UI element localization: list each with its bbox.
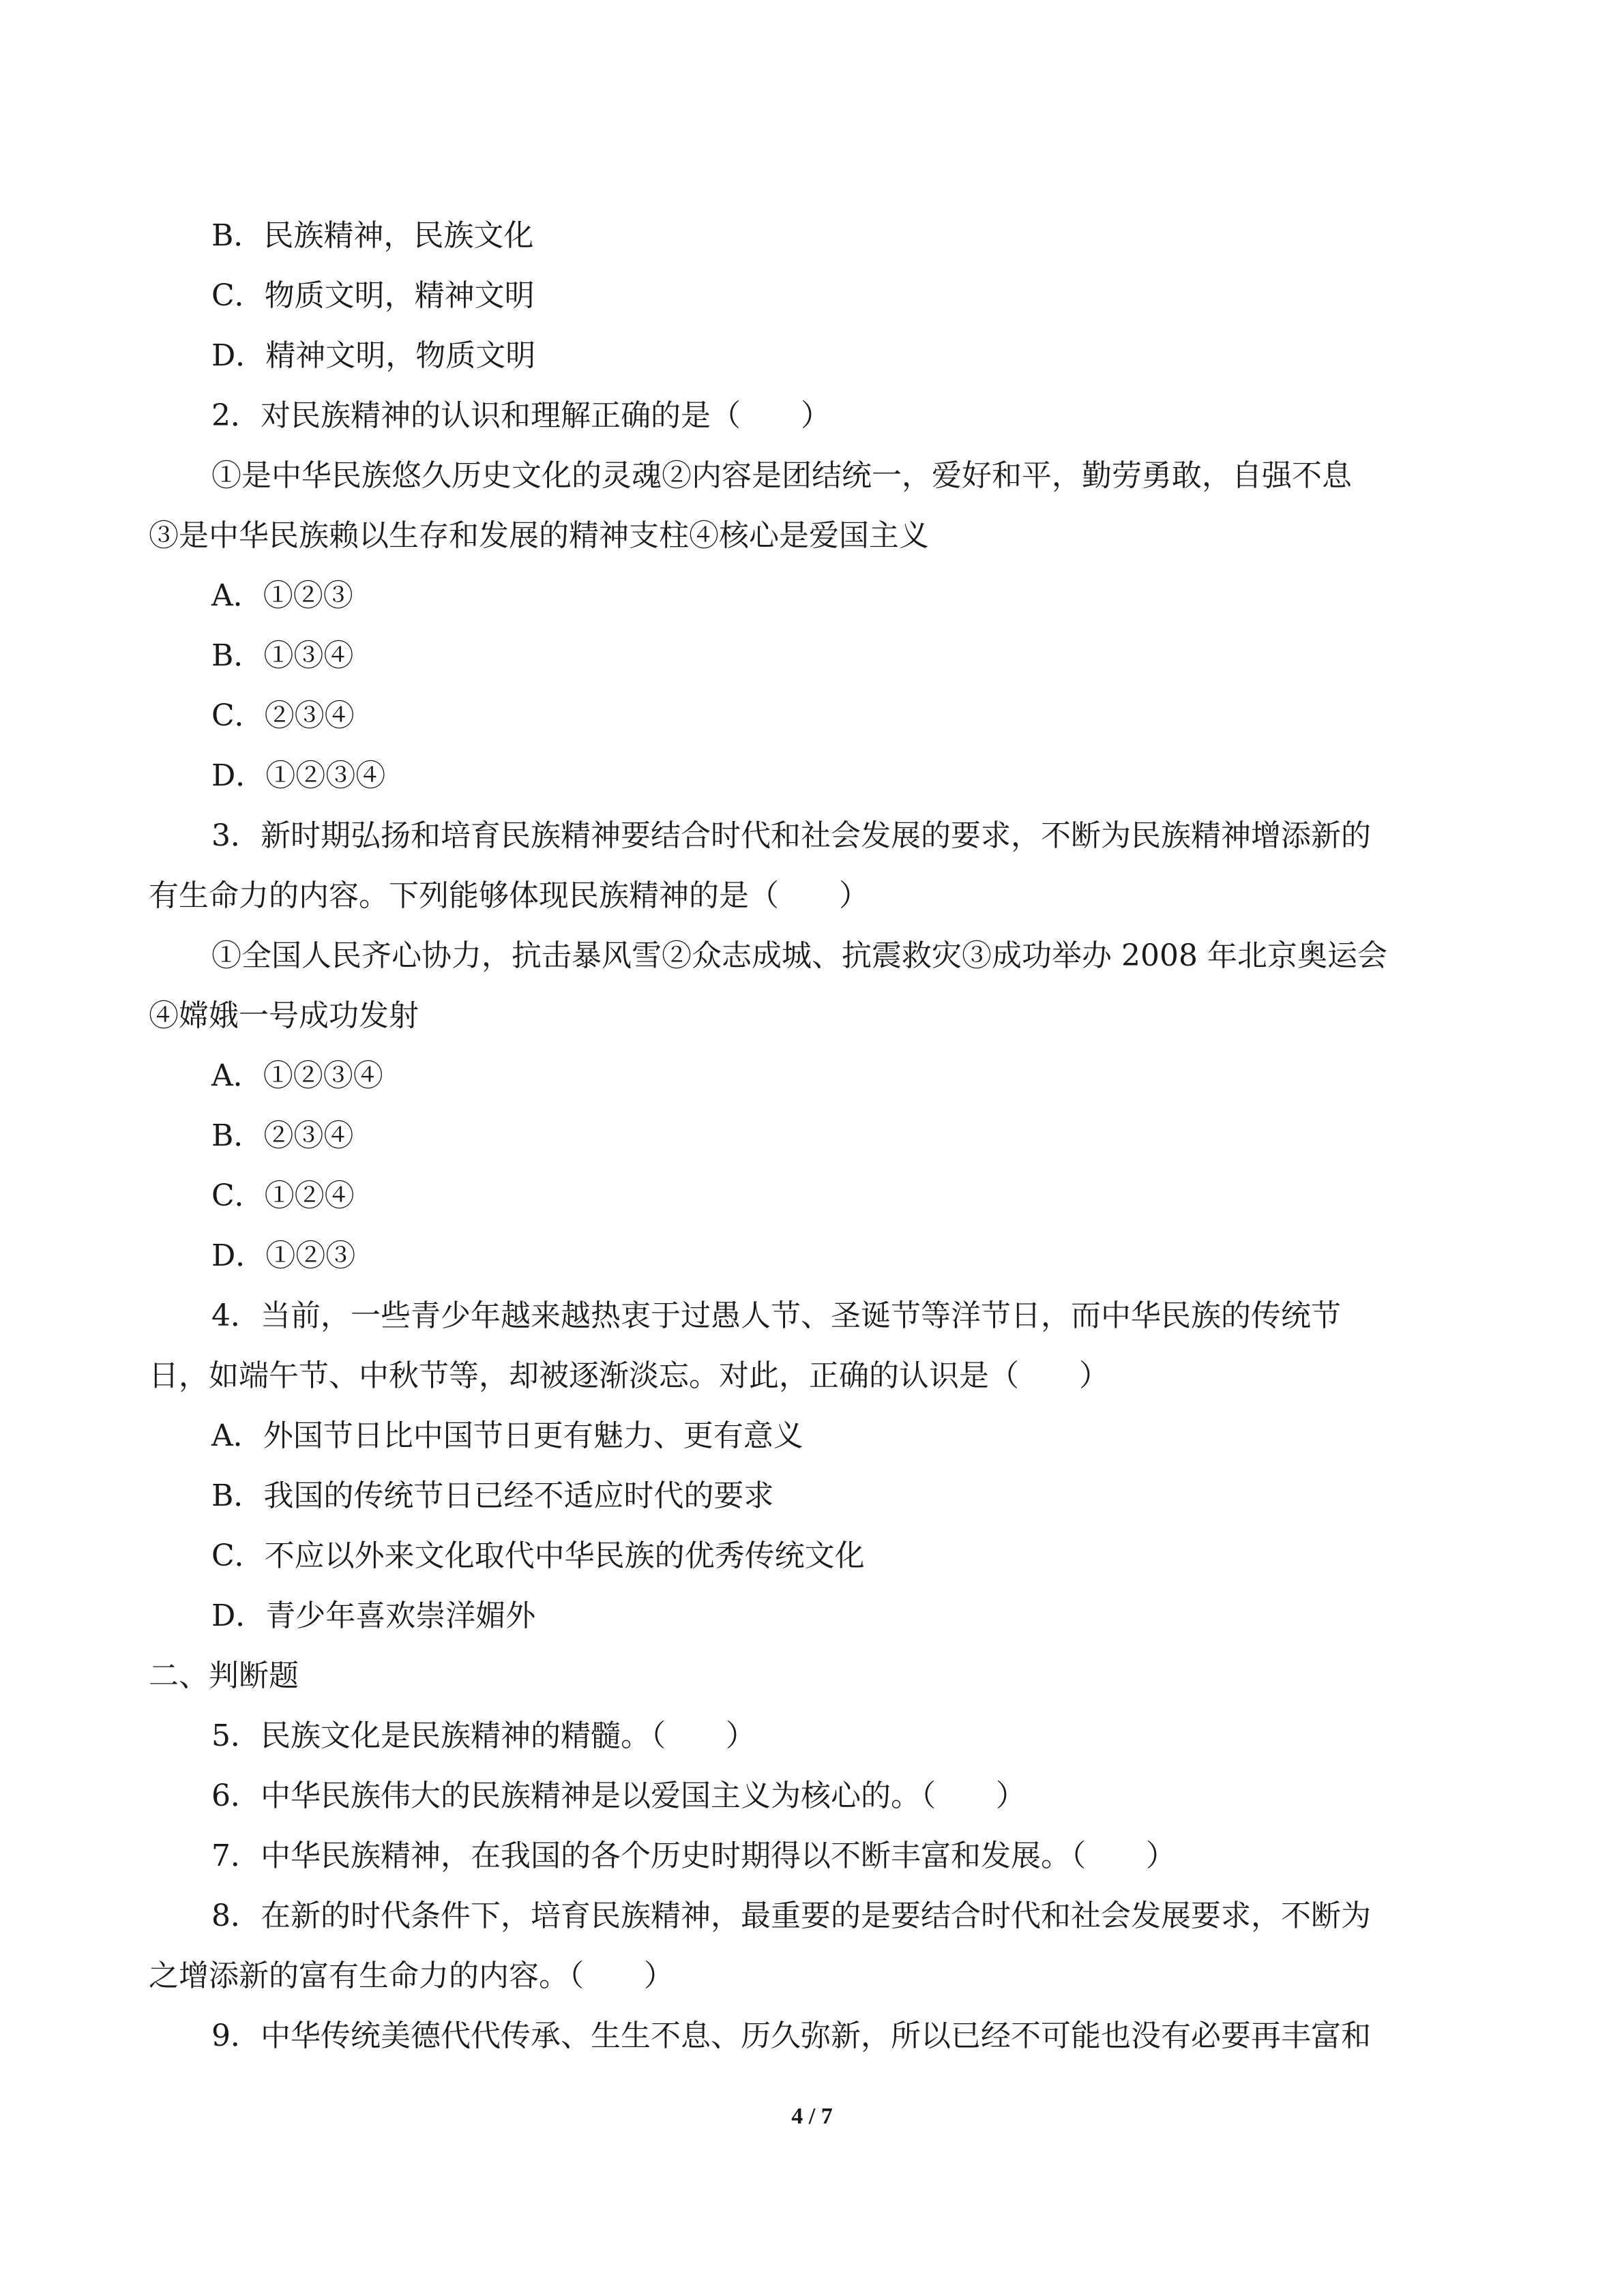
question-2-statements-line-2: ③是中华民族赖以生存和发展的精神支柱④核心是爱国主义 xyxy=(149,518,929,553)
question-5: 5．民族文化是民族精神的精髓。（ ） xyxy=(211,1718,756,1753)
option-b-q3: B．②③④ xyxy=(211,1118,354,1153)
question-8-line-1: 8．在新的时代条件下，培育民族精神，最重要的是要结合时代和社会发展要求，不断为 xyxy=(211,1898,1371,1933)
option-d-q1: D．精神文明，物质文明 xyxy=(211,338,536,373)
option-a-q3: A．①②③④ xyxy=(211,1058,383,1093)
option-d-q4: D．青少年喜欢崇洋媚外 xyxy=(211,1598,536,1633)
option-b-q1: B．民族精神，民族文化 xyxy=(211,218,534,253)
option-c-q3: C．①②④ xyxy=(211,1178,355,1213)
option-c-q1: C．物质文明，精神文明 xyxy=(211,278,535,313)
section-heading-true-false: 二、判断题 xyxy=(149,1658,299,1693)
question-8-line-2: 之增添新的富有生命力的内容。（ ） xyxy=(149,1958,674,1993)
question-6: 6．中华民族伟大的民族精神是以爱国主义为核心的。（ ） xyxy=(211,1778,1026,1813)
question-3-statements-line-2: ④嫦娥一号成功发射 xyxy=(149,998,419,1033)
question-3-line-2: 有生命力的内容。下列能够体现民族精神的是（ ） xyxy=(149,878,869,913)
question-2: 2．对民族精神的认识和理解正确的是（ ） xyxy=(211,398,831,433)
question-7: 7．中华民族精神，在我国的各个历史时期得以不断丰富和发展。（ ） xyxy=(211,1838,1176,1873)
question-9-line-1: 9．中华传统美德代代传承、生生不息、历久弥新，所以已经不可能也没有必要再丰富和 xyxy=(211,2018,1371,2053)
option-a-q4: A．外国节日比中国节日更有魅力、更有意义 xyxy=(211,1418,803,1453)
option-d-q3: D．①②③ xyxy=(211,1238,356,1273)
question-4-line-2: 日，如端午节、中秋节等，却被逐渐淡忘。对此，正确的认识是（ ） xyxy=(149,1358,1109,1393)
question-3-line-1: 3．新时期弘扬和培育民族精神要结合时代和社会发展的要求，不断为民族精神增添新的 xyxy=(211,818,1371,853)
question-3-statements-line-1: ①全国人民齐心协力，抗击暴风雪②众志成城、抗震救灾③成功举办 2008 年北京奥运会 xyxy=(211,938,1387,973)
option-c-q4: C．不应以外来文化取代中华民族的优秀传统文化 xyxy=(211,1538,865,1573)
option-a-q2: A．①②③ xyxy=(211,578,353,613)
page-number: 4 / 7 xyxy=(791,2104,833,2129)
option-b-q2: B．①③④ xyxy=(211,638,354,673)
question-4-line-1: 4．当前，一些青少年越来越热衷于过愚人节、圣诞节等洋节日，而中华民族的传统节 xyxy=(211,1298,1341,1333)
question-2-statements-line-1: ①是中华民族悠久历史文化的灵魂②内容是团结统一，爱好和平，勤劳勇敢，自强不息 xyxy=(211,458,1352,493)
option-c-q2: C．②③④ xyxy=(211,698,355,733)
option-b-q4: B．我国的传统节日已经不适应时代的要求 xyxy=(211,1478,774,1513)
option-d-q2: D．①②③④ xyxy=(211,758,386,793)
